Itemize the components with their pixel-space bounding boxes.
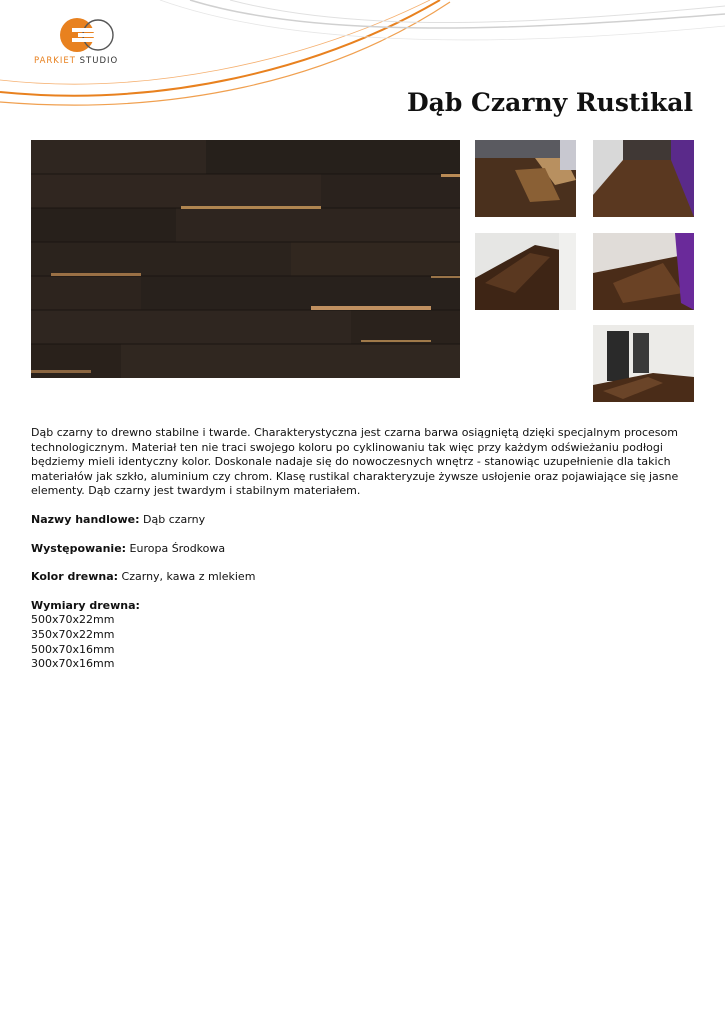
wood-color-label: Kolor drewna:: [31, 570, 119, 584]
thumbnail-room-corner[interactable]: [475, 233, 576, 310]
parkiet-studio-logo: [30, 16, 150, 68]
trade-names-field: [31, 513, 691, 528]
description-text: Dąb czarny to drewno stabilne i twarde. Charakterystyczna jest czarna barwa osiągniętą dzięki specjalnym procesom technologicznym. Materiał ten nie traci swojego koloru po cyklinowaniu tak więc przy każdym odświeżaniu podłogi będziemy mieli identyczny kolor. Doskonale nadaje się do nowoczesnych wnętrz - stanowiąc uzupełnienie dla takich materiałów jak szkło, aluminium czy chrom. Klasę rustikal charakteryzuje żywsze usłojenie oraz pojawiające się jasne elementy. Dąb czarny jest twardym i stabilnym materiałem.: [31, 426, 679, 498]
page-title: Dąb Czarny Rustikal: [406, 88, 693, 117]
trade-names-label: Nazwy handlowe:: [31, 512, 140, 526]
dimensions-list: [31, 613, 691, 671]
product-description: [31, 426, 691, 672]
wood-color-value: Czarny, kawa z mlekiem: [118, 570, 256, 584]
occurrence-field: [31, 542, 691, 557]
dimension-item: 300x70x16mm: [31, 657, 115, 671]
thumbnail-corridor-purple[interactable]: [593, 233, 694, 310]
logo-mark-icon: [58, 16, 118, 54]
occurrence-value: Europa Środkowa: [126, 541, 226, 555]
occurrence-label: Występowanie:: [31, 541, 127, 555]
dimension-item: 500x70x22mm: [31, 613, 115, 627]
thumbnail-doorway[interactable]: [593, 325, 694, 402]
thumbnail-hallway-purple[interactable]: [593, 140, 694, 217]
dimensions-field: [31, 599, 691, 672]
wood-color-field: [31, 570, 691, 585]
dimension-item: 500x70x16mm: [31, 642, 115, 656]
thumbnail-room-sunlight[interactable]: [475, 140, 576, 217]
dimension-item: 350x70x22mm: [31, 627, 115, 641]
trade-names-value: Dąb czarny: [139, 512, 206, 526]
main-wood-sample-image: [31, 140, 460, 378]
dimensions-label: Wymiary drewna:: [31, 598, 140, 612]
logo-text: PARKIET STUDIO: [34, 56, 119, 66]
